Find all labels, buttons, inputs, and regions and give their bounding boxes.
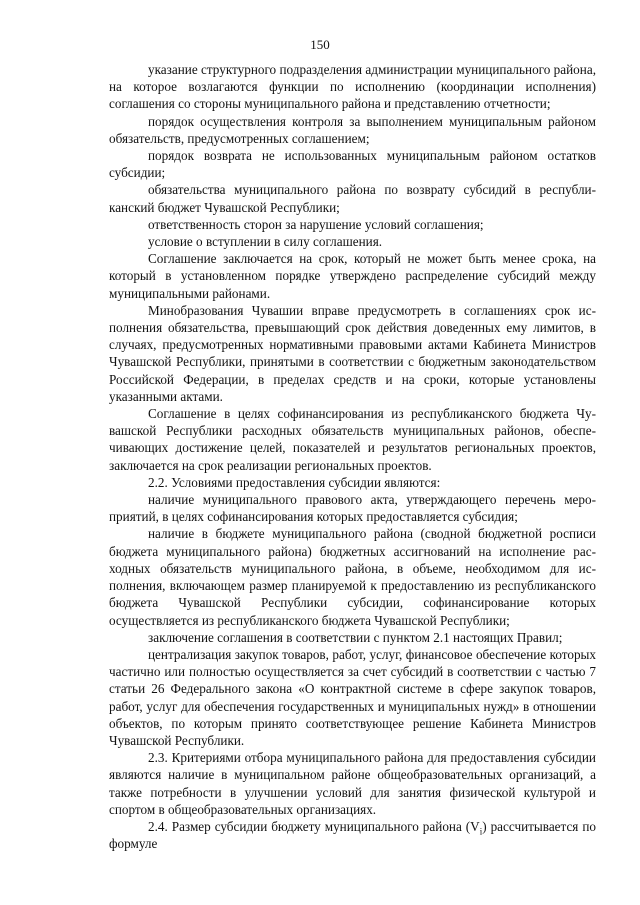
paragraph: 2.2. Условиями предоставления субсидии являются: [148,474,441,490]
paragraph: заключение соглашения в соответствии с пунктом 2.1 настоящих Правил; [148,629,563,645]
paragraph: Соглашение заключается на срок, который не может быть менее срока, на который в установленном порядке утверждено распределение субсидий между муниципальными районами. [109,251,596,301]
page-number: 150 [310,37,330,52]
paragraph: наличие в бюджете муниципального района (сводной бюджетной росписи бюджета муниципального района) бюджетных ассигнований на исполнение расходных обязательств муниципального района, в объеме, необходимом для исполнения, включающем размер планируемой к предоставлению из республиканского бюджета Чувашской Республики субсидии, софинансирование которых осуществляется из республиканского бюджета Чувашской Республики; [109,526,596,628]
paragraph: 2.3. Критериями отбора муниципального района для предоставления субсидии являются наличие в муниципальном районе общеобразовательных организаций, а также потребности в улучшении условий для занятия физической культурой и спортом в общеобразовательных организациях. [109,750,596,817]
paragraph: обязательства муниципального района по возврату субсидий в республиканский бюджет Чувашской Республики; [109,182,596,215]
paragraph: условие о вступлении в силу соглашения. [148,234,383,250]
body-text [109,61,596,852]
paragraph: порядок осуществления контроля за выполнением муниципальным районом обязательств, предусмотренных соглашением; [109,113,596,146]
formula-intro-text: 2.4. Размер субсидии бюджету муниципального района (V [148,818,480,834]
paragraph: указание структурного подразделения администрации муниципального района, на которое возлагаются функции по исполнению (координации исполнения) соглашения со стороны муниципального района и представлению отчетности; [109,62,596,112]
paragraph-formula-intro [109,818,596,852]
paragraph: ответственность сторон за нарушение условий соглашения; [148,216,484,232]
subscript-index: i [479,826,483,837]
paragraph: Соглашение в целях софинансирования из республиканского бюджета Чувашской Республики расходных обязательств муниципальных районов, обеспечивающих достижение целей, показателей и результатов региональных проектов, заключается на срок реализации региональных проектов. [109,406,596,473]
formula-intro-text-end: ) рассчитывается по формуле [109,818,596,852]
paragraph: порядок возврата не использованных муниципальным районом остатков субсидии; [109,148,596,181]
paragraph: Минобразования Чувашии вправе предусмотреть в соглашениях срок исполнения обязательства, превышающий срок действия доведенных ему лимитов, в случаях, предусмотренных нормативными правовыми актами Кабинета Министров Чувашской Республики, принятыми в соответствии с бюджетным законодательством Российской Федерации, в пределах средств и на сроки, которые установлены указанными актами. [109,302,596,404]
paragraph: наличие муниципального правового акта, утверждающего перечень мероприятий, в целях софинансирования которых предоставляется субсидия; [109,492,596,525]
paragraph: централизация закупок товаров, работ, услуг, финансовое обеспечение которых частично или полностью осуществляется за счет субсидий в соответствии с частью 7 статьи 26 Федерального закона «О контрактной системе в сфере закупок товаров, работ, услуг для обеспечения государственных и муниципальных нужд» в отношении объектов, по которым принято соответствующее решение Кабинета Министров Чувашской Республики. [109,646,596,748]
